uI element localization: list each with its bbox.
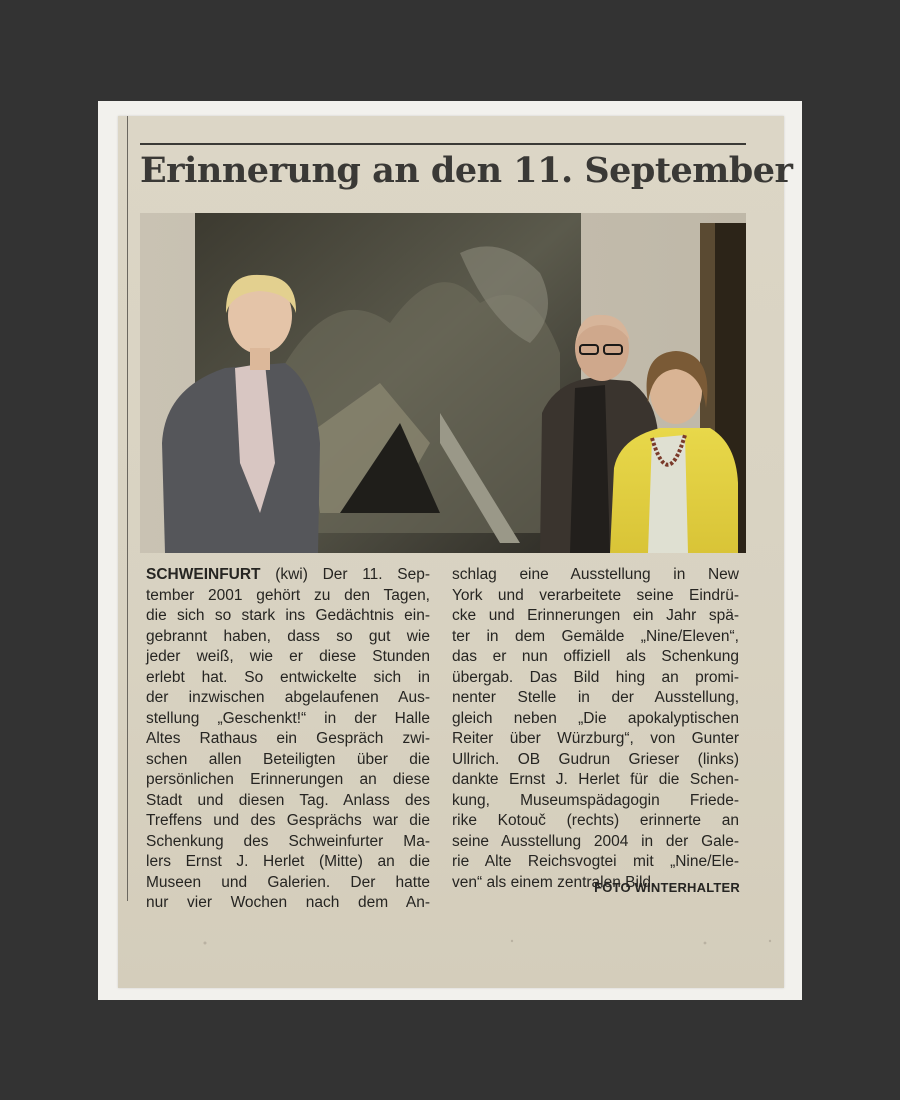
photo-illustration bbox=[140, 213, 746, 553]
clipping-left-rule bbox=[127, 116, 128, 901]
body-line: der inzwischen abgelaufenen Aus- bbox=[146, 689, 430, 706]
body-line-text: (kwi) Der 11. Sep- bbox=[275, 566, 431, 583]
body-line: erlebt hat. So entwickelte sich in bbox=[146, 668, 430, 686]
body-line: Ullrich. OB Gudrun Grieser (links) bbox=[452, 750, 739, 768]
photo-credit: FOTO WINTERHALTER bbox=[594, 880, 740, 895]
body-line: rie Alte Reichsvogtei mit „Nine/Ele- bbox=[452, 853, 739, 870]
body-line: stellung „Geschenkt!“ in der Halle bbox=[146, 709, 430, 727]
body-line: Stadt und diesen Tag. Anlass des bbox=[146, 791, 430, 809]
body-line: lers Ernst J. Herlet (Mitte) an die bbox=[146, 853, 430, 870]
body-line: gleich neben „Die apokalyptischen bbox=[452, 709, 739, 727]
body-line: nenter Stelle in der Ausstellung, bbox=[452, 689, 739, 706]
body-line: Museen und Galerien. Der hatte bbox=[146, 873, 430, 891]
article-dateline: SCHWEINFURT bbox=[146, 566, 261, 583]
body-line: schen allen Beteiligten über die bbox=[146, 750, 430, 768]
body-line: nur vier Wochen nach dem An- bbox=[146, 894, 430, 911]
body-line: ven“ als einem zentralen Bild. bbox=[452, 873, 656, 891]
body-line: die sich so stark ins Gedächtnis ein- bbox=[146, 607, 430, 624]
body-line: cke und Erinnerungen ein Jahr spä- bbox=[452, 607, 739, 624]
body-line: rike Kotouč (rechts) erinnerte an bbox=[452, 812, 739, 829]
body-line: dankte Ernst J. Herlet für die Schen- bbox=[452, 771, 739, 788]
paper-specks bbox=[190, 935, 780, 955]
article-headline: Erinnerung an den 11. September bbox=[140, 150, 793, 191]
body-line: ter in dem Gemälde „Nine/Eleven“, bbox=[452, 627, 739, 645]
body-line: jeder weiß, wie er diese Stunden bbox=[146, 648, 430, 665]
body-line: Treffens und des Gesprächs war die bbox=[146, 812, 430, 829]
body-line: York und verarbeitete seine Eindrü- bbox=[452, 586, 739, 604]
article-body-left-column bbox=[146, 565, 430, 914]
headline-top-rule bbox=[140, 143, 746, 145]
body-line: kung, Museumspädagogin Friede- bbox=[452, 791, 739, 809]
body-line: gebrannt haben, dass so gut wie bbox=[146, 627, 430, 645]
body-line: persönlichen Erinnerungen an diese bbox=[146, 771, 430, 788]
body-line bbox=[146, 565, 430, 586]
body-line: übergab. Das Bild hing an promi- bbox=[452, 668, 739, 686]
body-line: seine Ausstellung 2004 in der Gale- bbox=[452, 832, 739, 850]
body-line: das er nun offiziell als Schenkung bbox=[452, 648, 739, 665]
body-line: Schenkung des Schweinfurter Ma- bbox=[146, 832, 430, 850]
body-line: schlag eine Ausstellung in New bbox=[452, 566, 739, 583]
body-line: Reiter über Würzburg“, von Gunter bbox=[452, 730, 739, 747]
article-body-right-column bbox=[452, 565, 739, 893]
body-line: tember 2001 gehört zu den Tagen, bbox=[146, 586, 430, 604]
body-line: Altes Rathaus ein Gespräch zwi- bbox=[146, 730, 430, 747]
article-photo bbox=[140, 213, 746, 553]
